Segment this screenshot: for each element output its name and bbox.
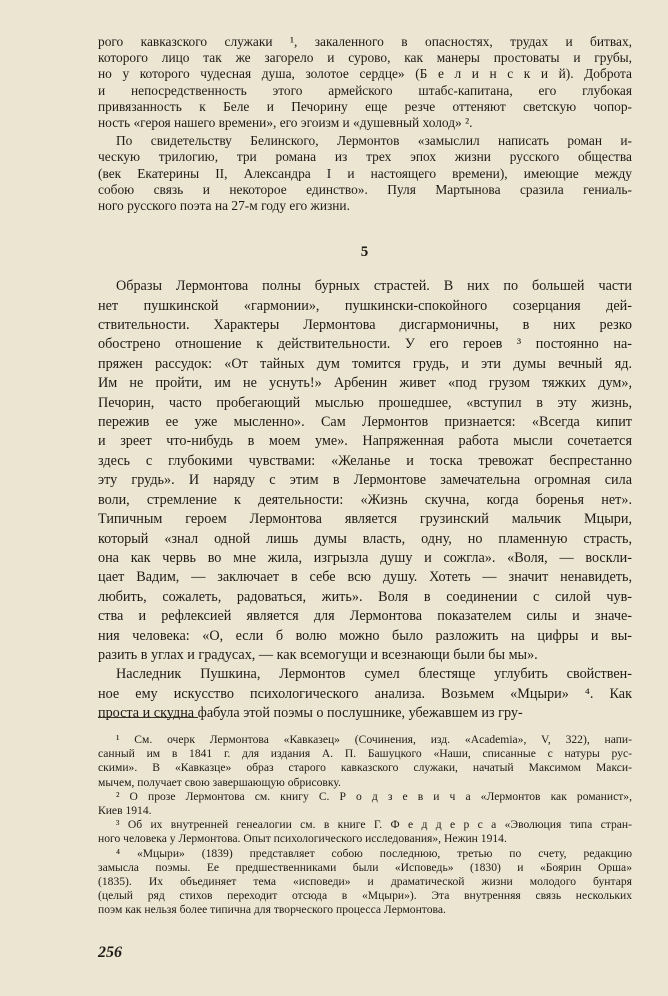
- footnote: [98, 733, 632, 790]
- text-line: пряжен рассудок: «От тайных дум томится грудь, и эти думы вечный яд.: [98, 355, 632, 372]
- text-line: Образы Лермонтова полны бурных страстей. В них по большей части: [116, 278, 632, 295]
- footnote: [98, 847, 632, 918]
- footnote-line: ¹ См. очерк Лермонтова «Кавказец» (Сочинения, изд. «Academia», V, 322), напи-: [116, 733, 632, 746]
- text-line: По свидетельству Белинского, Лермонтов «замыслил написать роман и-: [116, 133, 632, 149]
- text-line: и непосредственность этого армейского штабс-капитана, его глубокая: [98, 82, 632, 98]
- text-line: нет пушкинской «гармонии», пушкински-спокойного созерцания дей-: [98, 297, 632, 314]
- footnote-line: поэм как нельзя более типична для творческого процесса Лермонтова.: [98, 903, 446, 917]
- footnote-line: санный им в 1841 г. для издания А. П. Башуцкого «Наши, списанные с натуры рус-: [98, 747, 632, 761]
- paragraph-4: [98, 665, 632, 723]
- footnote-line: замысла поэмы. Ее предшественниками были «Исповедь» (1830) и «Боярин Орша»: [98, 860, 632, 874]
- text-line: ное ему искусство психологического анализа. Возьмем «Мцыри» ⁴. Как: [98, 685, 632, 702]
- text-line: ность «героя нашего времени», его эгоизм и «душевный холод» ².: [98, 115, 473, 131]
- paragraph-2: [98, 133, 632, 214]
- text-line: Им не пройти, им не уснуть!» Арбенин живет «под грузом тяжких дум»,: [98, 375, 632, 392]
- text-line: пережив ее уже мысленно». Сам Лермонтов признается: «Всегда кипит: [98, 414, 632, 431]
- text-line: которого лицо так же загорело и сурово, как манеры простоваты и грубы,: [98, 50, 632, 66]
- footnote-line: скими». В «Кавказце» образ старого кавказского служаки, начатый Максимом Макси-: [98, 761, 632, 775]
- text-line: который «знал одной лишь думы власть, одну, но пламенную страсть,: [98, 530, 632, 547]
- text-line: проста и скудна фабула этой поэмы о послушнике, убежавшем из гру-: [98, 705, 523, 722]
- text-line: Типичным героем Лермонтова является грузинский мальчик Мцыри,: [98, 511, 632, 528]
- footnote-line: ³ Об их внутренней генеалогии см. в книге Г. Ф е д д е р с а «Эволюция типа стран-: [116, 818, 632, 832]
- text-line: собою связь и некоторое единство». Пуля Мартынова сразила гениаль-: [98, 181, 632, 197]
- footnote-line: (1835). Их объединяет тема «исповеди» и драматической жизни молодого бунтаря: [98, 875, 632, 889]
- text-line: Наследник Пушкина, Лермонтов сумел блестяще углубить свойствен-: [116, 666, 632, 683]
- text-line: здесь с глубокими чувствами: «Желанье и тоска тревожат беспрестанно: [98, 452, 632, 469]
- text-line: привязанность к Беле и Печорину еще резче оттеняют светскую чопор-: [98, 98, 632, 114]
- text-line: воли, стремление к деятельности: «Жизнь скучна, когда боренья нет».: [98, 491, 632, 508]
- footnote-line: ного человека у Лермонтова. Опыт психологического исследования», Нежин 1914.: [98, 832, 507, 846]
- text-line: ния человека: «О, если б волю можно было разложить на цифры и вы-: [98, 627, 632, 644]
- footnote-line: мычем, получает свою завершающую обрисовку.: [98, 775, 341, 789]
- text-line: обострено отношение к действительности. У его героев ³ постоянно на-: [98, 336, 632, 353]
- text-line: ства и рефлексией является для Лермонтова показателем силы и значе-: [98, 608, 632, 625]
- text-line: и зреет что-нибудь в моем уме». Напряженная работа мысли сочетается: [98, 433, 632, 450]
- main-text: [98, 34, 632, 724]
- footnote-rule: [98, 717, 198, 718]
- text-line: Печорин, часто пробегающий мыслью прошедшее, «вступил в эту жизнь,: [98, 394, 632, 411]
- text-line: она как червь во мне жила, изгрызла душу и сожгла». «Воля, — воскли-: [98, 549, 632, 566]
- paragraph-1: [98, 34, 632, 131]
- text-line: разить в углах и градусах, — как всемогущи и всезнающи были бы мы».: [98, 646, 538, 663]
- footnote-line: ² О прозе Лермонтова см. книгу С. Р о д з е в и ч а «Лермонтов как романист»,: [116, 789, 632, 803]
- section-number: 5: [360, 244, 370, 261]
- footnote-line: ⁴ «Мцыри» (1839) представляет собою последнюю, третью по счету, редакцию: [116, 846, 632, 860]
- footnote-line: (целый ряд стихов переходит отсюда в «Мцыри»). Эта внутренняя связь нескольких: [98, 889, 632, 903]
- page-number: 256: [98, 944, 122, 961]
- text-line: любить, сожалеть, радоваться, жить». Воля в соединении с силой чув-: [98, 588, 632, 605]
- text-line: ческую трилогию, три романа из трех эпох жизни русского общества: [98, 149, 632, 165]
- footnote-line: Киев 1914.: [98, 804, 152, 818]
- footnote: [98, 818, 632, 846]
- text-line: эту грудь». И наряду с этим в Лермонтове замечательна огромная сила: [98, 472, 632, 489]
- text-line: но у которого чудесная душа, золотое сердце» (Б е л и н с к и й). Доброта: [98, 66, 632, 82]
- footnotes: [98, 733, 632, 918]
- text-line: цает Вадим, — заключает в себе всю душу. Хотеть — значит ненавидеть,: [98, 569, 632, 586]
- footnote: [98, 790, 632, 818]
- text-line: ствительности. Характеры Лермонтова дисгармоничны, в них резко: [98, 317, 632, 334]
- text-line: ного русского поэта на 27-м году его жизни.: [98, 198, 350, 214]
- text-line: (век Екатерины II, Александра I и настоящего времени), имеющие между: [98, 165, 632, 181]
- paragraph-3: [98, 277, 632, 665]
- text-line: рого кавказского служаки ¹, закаленного в опасностях, трудах и битвах,: [98, 34, 632, 49]
